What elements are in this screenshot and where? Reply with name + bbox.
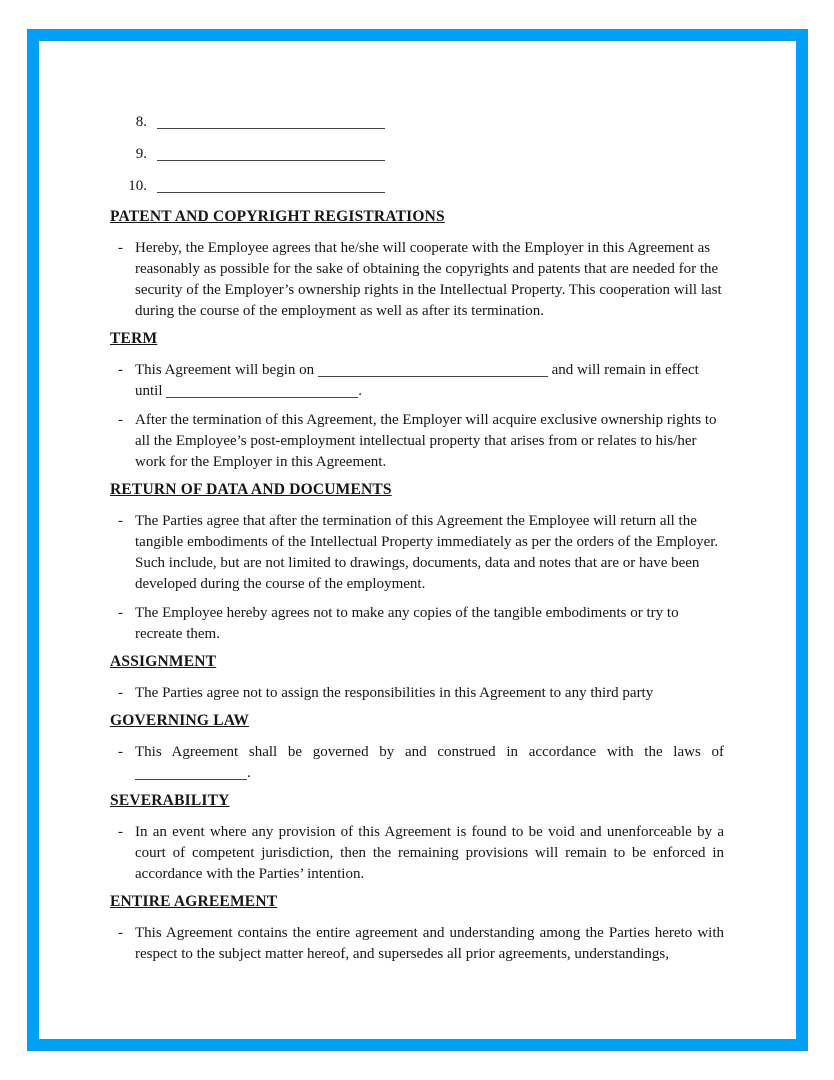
section-heading-governing-law: GOVERNING LAW	[110, 712, 250, 729]
list-item	[110, 742, 724, 784]
fill-in-blank	[157, 180, 385, 193]
text-segment: .	[247, 765, 251, 781]
item-text: This Agreement contains the entire agreement and understanding among the Parties hereto with respect to the subject matter hereof, and supersedes all prior agreements, understandings,	[135, 925, 724, 962]
numbered-blank-item	[110, 112, 724, 133]
item-number: 10.	[128, 178, 147, 194]
bullet-dash: -	[118, 925, 123, 941]
section-heading-return-of-data-and-documents: RETURN OF DATA AND DOCUMENTS	[110, 481, 392, 498]
bullet-dash: -	[118, 744, 123, 760]
bullet-dash: -	[118, 362, 123, 378]
list-item	[110, 238, 724, 322]
bullet-dash: -	[118, 240, 123, 256]
list-item	[110, 410, 724, 473]
bullet-dash: -	[118, 685, 123, 701]
fill-in-blank	[157, 148, 385, 161]
document-page	[110, 112, 724, 973]
section-heading-entire-agreement: ENTIRE AGREEMENT	[110, 893, 278, 910]
numbered-blank-list	[110, 112, 724, 197]
fill-in-blank	[166, 385, 358, 398]
item-text	[135, 360, 724, 402]
fill-in-blank	[318, 364, 548, 377]
item-text	[135, 742, 724, 784]
section-heading-patent-and-copyright-registrations: PATENT AND COPYRIGHT REGISTRATIONS	[110, 208, 445, 225]
bullet-dash: -	[118, 605, 123, 621]
list-item	[110, 923, 724, 965]
numbered-blank-item	[110, 176, 724, 197]
list-item	[110, 360, 724, 402]
list-item	[110, 683, 724, 704]
section-heading-term: TERM	[110, 330, 158, 347]
list-item	[110, 822, 724, 885]
item-number: 9.	[135, 146, 147, 162]
item-text: After the termination of this Agreement, the Employer will acquire exclusive ownership rights to all the Employee’s post-employment intellectual property that arises from or relates to his/her work for the Employer in this Agreement.	[135, 412, 717, 470]
bullet-dash: -	[118, 824, 123, 840]
list-item	[110, 511, 724, 595]
item-number: 8.	[135, 114, 147, 130]
item-text: In an event where any provision of this Agreement is found to be void and unenforceable by a court of competent jurisdiction, then the remaining provisions will remain to be enforced in accordance with the Parties’ intention.	[135, 824, 724, 882]
numbered-blank-item	[110, 144, 724, 165]
text-segment: .	[358, 383, 363, 399]
item-text: Hereby, the Employee agrees that he/she will cooperate with the Employer in this Agreement as reasonably as possible for the sake of obtaining the copyrights and patents that are needed for the security of the Employer’s ownership rights in the Intellectual Property. This cooperation will last during the course of the employment as well as after its termination.	[135, 240, 722, 319]
section-heading-severability: SEVERABILITY	[110, 792, 230, 809]
bullet-dash: -	[118, 513, 123, 529]
text-segment: This Agreement shall be governed by and construed in accordance with the laws of	[135, 744, 724, 760]
item-text: The Parties agree that after the termination of this Agreement the Employee will return all the tangible embodiments of the Intellectual Property immediately as per the orders of the Employer. Such include, but are not limited to drawings, documents, data and notes that are or have been developed during the course of the employment.	[135, 513, 719, 592]
list-item	[110, 603, 724, 645]
item-text: The Parties agree not to assign the responsibilities in this Agreement to any third party	[135, 685, 654, 701]
text-segment: and will remain in effect until	[135, 362, 699, 399]
text-segment: This Agreement will begin on	[135, 362, 315, 378]
fill-in-blank	[135, 767, 247, 780]
section-heading-assignment: ASSIGNMENT	[110, 653, 217, 670]
fill-in-blank	[157, 116, 385, 129]
item-text: The Employee hereby agrees not to make any copies of the tangible embodiments or try to recreate them.	[135, 605, 679, 642]
bullet-dash: -	[118, 412, 123, 428]
